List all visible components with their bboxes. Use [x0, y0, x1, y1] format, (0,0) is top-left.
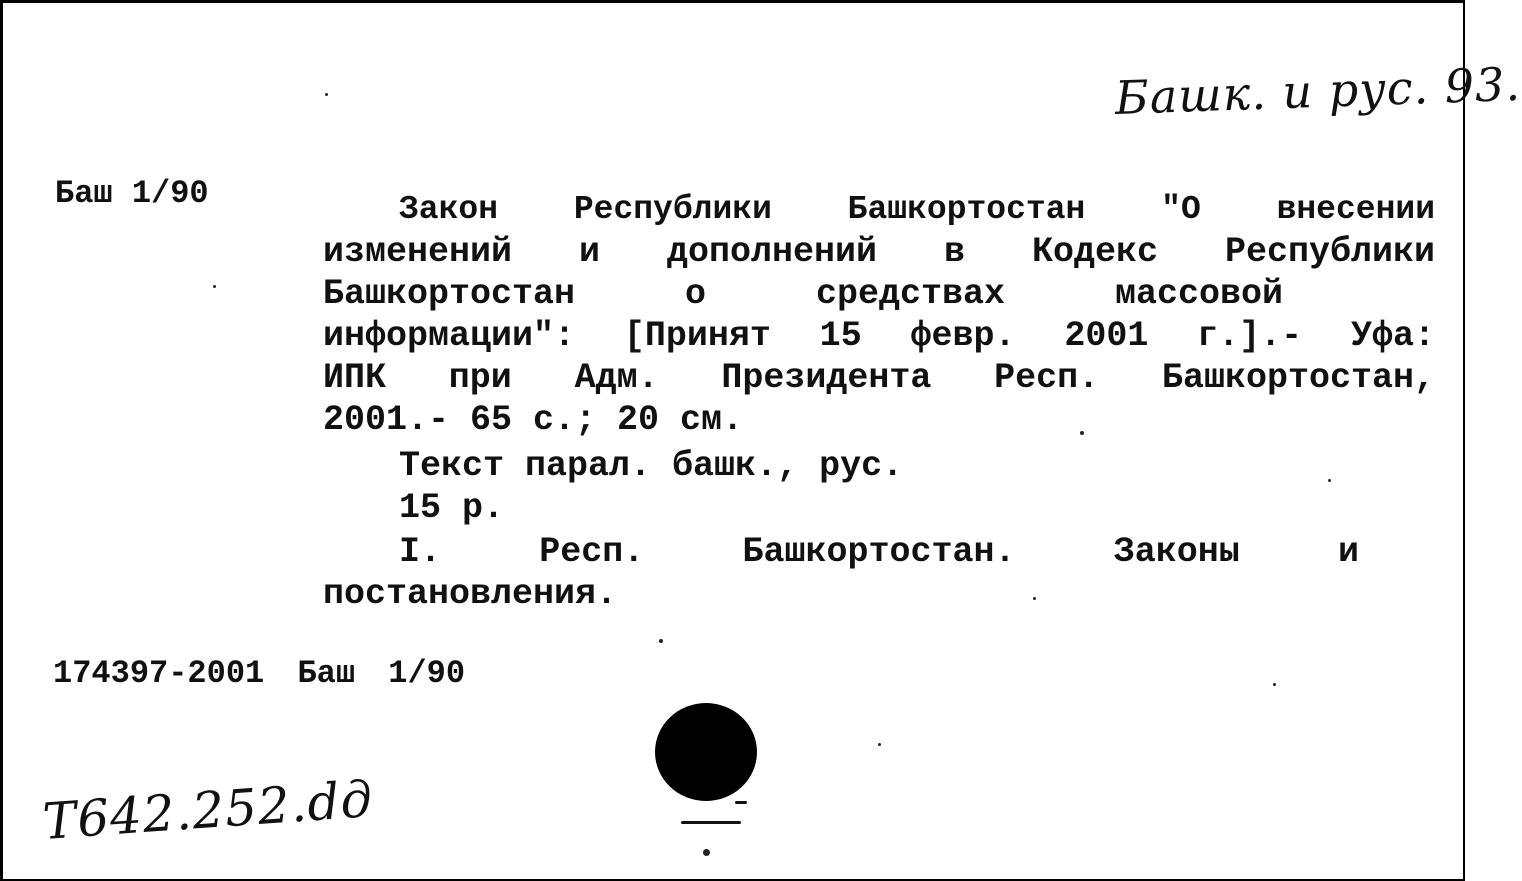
handwritten-classification: Т642.252.dд: [40, 770, 375, 851]
text-parallel-note: Текст парал. башк., рус.: [399, 446, 904, 486]
shelf-mark: Баш 1/90: [55, 175, 209, 212]
card-punch-hole: [655, 703, 757, 801]
ink-dot: [703, 849, 710, 856]
scan-speck: [1080, 431, 1084, 435]
description-line-5: ИПК при Адм. Президента Респ. Башкортостан,: [323, 358, 1435, 398]
shelf-mark-bottom: Баш 1/90: [297, 655, 466, 692]
scan-speck: [325, 93, 328, 96]
bibliographic-description: [323, 189, 1435, 615]
description-line-4: информации": [Принят 15 февр. 2001 г.].- Уфа:: [323, 316, 1435, 356]
description-line-2: изменений и дополнений в Кодекс Республики: [323, 232, 1435, 272]
scan-speck: [213, 285, 216, 288]
description-line-1: Закон Республики Башкортостан "О внесении: [399, 191, 1435, 228]
scan-speck: [1273, 683, 1276, 686]
hole-mark-stroke: [681, 821, 741, 824]
inventory-number: 174397-2001: [53, 655, 265, 692]
price: 15 р.: [399, 488, 505, 528]
scan-speck: [1033, 597, 1036, 600]
inventory-line: [53, 655, 465, 692]
subject-heading-line-2: постановления.: [323, 574, 618, 614]
hole-mark-stroke: [735, 801, 747, 804]
subject-heading-line-1: I. Респ. Башкортостан. Законы и: [399, 532, 1359, 572]
handwritten-language-note: Башк. и рус. 93.: [1114, 56, 1522, 125]
scan-speck: [878, 743, 881, 746]
scan-speck: [659, 639, 663, 643]
description-line-3: Башкортостан о средствах массовой: [323, 274, 1283, 314]
description-line-6: 2001.- 65 с.; 20 см.: [323, 400, 744, 440]
scan-speck: [1328, 479, 1331, 482]
